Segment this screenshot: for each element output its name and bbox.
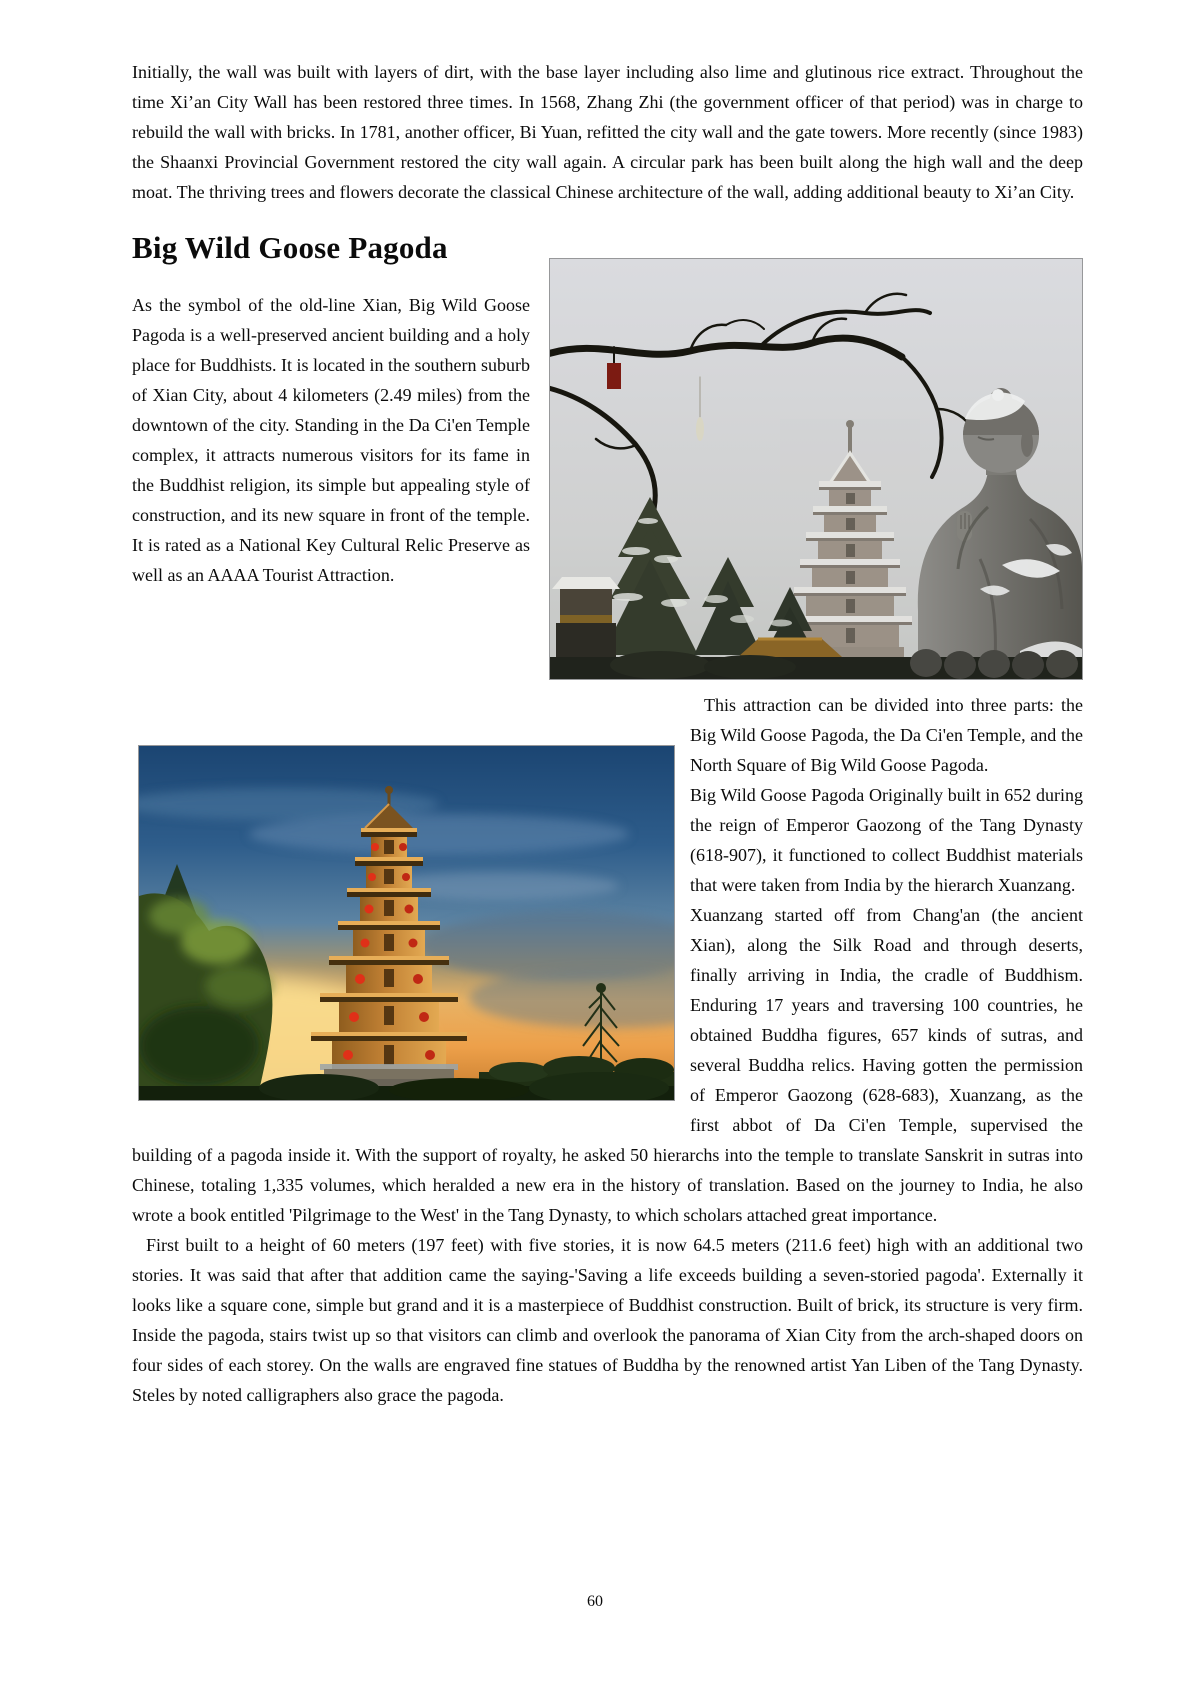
pagoda-section-bottom (132, 690, 1083, 1410)
prayer-tag (696, 417, 704, 441)
history-paragraph-1: Big Wild Goose Pagoda Originally built in 652 during the reign of Emperor Gaozong of the Tang Dynasty (618-907), it functioned to collect Buddhist materials that were taken from India by the hierarch Xuanzang. (690, 785, 1083, 895)
red-lantern (607, 363, 621, 389)
intro-paragraph: Initially, the wall was built with layers of dirt, with the base layer including also lime and glutinous rice extract. Throughout the time Xi’an City Wall has been restored three times. In 1568, Zhang Zhi (the government officer of that period) was in charge to rebuild the wall with bricks. In 1781, another officer, Bi Yuan, refitted the city wall and the gate towers. More recently (since 1983) the Shaanxi Provincial Government restored the city wall again. A circular park has been built along the high wall and the deep moat. The thriving trees and flowers decorate the classical Chinese architecture of the wall, adding additional beauty to Xi’an City. (132, 62, 1083, 202)
symbol-paragraph: As the symbol of the old-line Xian, Big Wild Goose Pagoda is a well-preserved ancient building and a holy place for Buddhists. It is located in the southern suburb of Xian City, about 4 kilometers (2.49 miles) from the downtown of the city. Standing in the Da Ci'en Temple complex, it attracts numerous visitors for its fame in the Buddhist religion, its simple but appealing style of construction, and its new square in front of the temple. It is rated as a National Key Cultural Relic Preserve as well as an AAAA Tourist Attraction. (132, 295, 530, 585)
pagoda-section-top (132, 230, 1083, 690)
history-paragraph-2: Xuanzang started off from Chang'an (the ancient Xian), along the Silk Road and through deserts, finally arriving in India, the cradle of Buddhism. Enduring 17 years and traversing 100 countries, he obtained Buddha figures, 657 kinds of sutras, and several Buddha relics. Having gotten the permission of Emperor Gaozong (628-683), Xuanzang, as the first abbot of Da Ci'en Temple, supervised the building of a pagoda inside it. With the support of royalty, he asked 50 hierarchs into the temple to translate Sanskrit in sutras into Chinese, totaling 1,335 volumes, which heralded a new era in the history of translation. Based on the journey to India, he also wrote a book entitled 'Pilgrimage to the West' in the Tang Dynasty, to which scholars attached great importance. (132, 905, 1083, 1225)
construction-paragraph: First built to a height of 60 meters (197 feet) with five stories, it is now 64.5 meters (211.6 feet) high with an additional two stories. It was said that after that addition came the saying-'Saving a life exceeds building a seven-storied pagoda'. Externally it looks like a square cone, simple but grand and it is a masterpiece of Buddhist construction. Built of brick, its structure is very firm. Inside the pagoda, stairs twist up so that visitors can climb and overlook the panorama of Xian City from the arch-shaped doors on four sides of each storey. On the walls are engraved fine statues of Buddha by the renowned artist Yan Liben of the Tang Dynasty. Steles by noted calligraphers also grace the pagoda. (132, 1235, 1083, 1405)
snow-scene-photo (549, 258, 1083, 680)
page-number: 60 (587, 1593, 603, 1610)
dusk-scene-photo (138, 745, 675, 1101)
pavilion (552, 577, 620, 659)
section-heading: Big Wild Goose Pagoda (132, 230, 448, 265)
division-paragraph: This attraction can be divided into three parts: the Big Wild Goose Pagoda, the Da Ci'en Temple, and the North Square of Big Wild Goose Pagoda. (690, 695, 1083, 775)
